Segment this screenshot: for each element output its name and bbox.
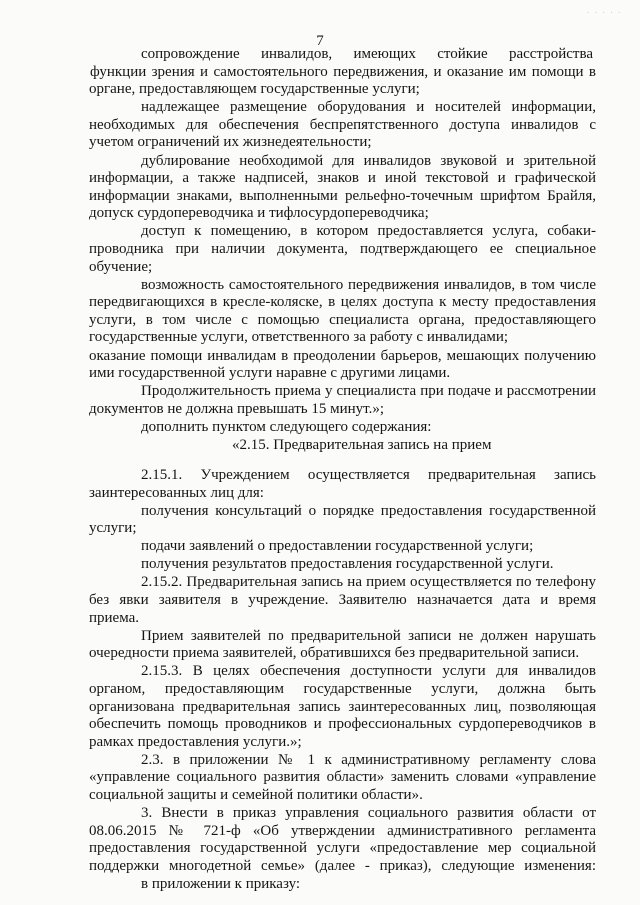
text-line: 2.15.1. Учреждением осуществляется предварительная запись (141, 467, 596, 483)
text-line: доступ к помещению, в котором предоставляется услуга, собаки- (141, 223, 596, 239)
text-line: обеспечить помощь проводников и профессиональных сурдопереводчиков в (89, 716, 596, 732)
text-line: получения результатов предоставления государственной услуги. (141, 556, 554, 572)
text-line: 2.15.3. В целях обеспечения доступности услуги для инвалидов (141, 663, 596, 679)
text-line: оказание помощи инвалидам в преодолении барьеров, мешающих получению (89, 348, 596, 364)
text-line: заинтересованных лиц для: (89, 485, 264, 501)
text-line: документов не должна превышать 15 минут.»; (89, 401, 384, 417)
text-line: приема. (89, 610, 140, 626)
text-line: проводника при наличии документа, подтверждающего ее специальное (89, 241, 596, 257)
text-line: государственные услуги, ответственного за работу с инвалидами; (89, 329, 509, 345)
text-line: услуги; (89, 520, 137, 536)
text-line: учетом ограничений их жизнедеятельности; (89, 134, 372, 150)
text-line: предоставления государственной услуги «предоставление мер социальной (89, 840, 596, 856)
text-line: информации, а также надписей, знаков и иной текстовой и графической (89, 170, 596, 186)
text-line: в приложении к приказу: (141, 876, 301, 892)
text-line: дополнить пунктом следующего содержания: (141, 419, 432, 435)
text-line: информации знаками, выполненными рельефно-точечным шрифтом Брайля, (89, 188, 596, 204)
text-line: необходимых для обеспечения беспрепятственного доступа инвалидов с (89, 117, 596, 133)
page-number: 7 (316, 33, 324, 49)
text-line: 2.15.2. Предварительная запись на прием осуществляется по телефону (141, 574, 596, 590)
text-line: 08.06.2015 № 721-ф «Об утверждении административного регламента (89, 823, 596, 839)
text-line: очередности приема заявителей, обратившихся без предварительной записи. (89, 645, 580, 661)
section-heading: «2.15. Предварительная запись на прием (232, 437, 492, 453)
text-line: 2.3. в приложении № 1 к административному регламенту слова (141, 752, 596, 768)
text-line: без явки заявителя в учреждение. Заявителю назначается дата и время (89, 592, 596, 608)
text-line: Прием заявителей по предварительной записи не должен нарушать (141, 628, 596, 644)
text-line: подачи заявлений о предоставлении государственной услуги; (141, 538, 534, 554)
text-line: функции зрения и самостоятельного передвижения, и оказание им помощи в (90, 64, 596, 80)
text-line: социальной защиты и семейной политики области». (89, 787, 423, 803)
text-line: Продолжительность приема у специалиста при подаче и рассмотрении (141, 383, 596, 399)
text-line: передвигающихся в кресле-коляске, в целях доступа к месту предоставления (89, 294, 596, 310)
text-line: обучение; (89, 259, 153, 275)
text-line: получения консультаций о порядке предоставления государственной (141, 503, 596, 519)
text-line: органе, предоставляющем государственные услуги; (89, 81, 420, 97)
text-line: надлежащее размещение оборудования и носителей информации, (141, 99, 596, 115)
text-line: дублирование необходимой для инвалидов звуковой и зрительной (141, 153, 596, 169)
text-line: рамках предоставления услуги.»; (89, 734, 302, 750)
scan-artifact: · · · · · (586, 8, 622, 19)
text-line: услуги, в том числе с помощью специалиста органа, предоставляющего (89, 312, 596, 328)
text-line: «управление социального развития области» заменить словами «управление (89, 769, 596, 785)
text-line: органом, предоставляющим государственные услуги, должна быть (89, 681, 596, 697)
text-line: поддержки многодетной семье» (далее - приказ), следующие изменения: (89, 858, 596, 874)
text-line: организована предварительная запись заинтересованных лиц, позволяющая (89, 699, 596, 715)
text-line: ими государственной услуги наравне с другими лицами. (89, 365, 451, 381)
text-line: сопровождение инвалидов, имеющих стойкие расстройства (141, 46, 593, 62)
text-line: возможность самостоятельного передвижения инвалидов, в том числе (141, 277, 596, 293)
text-line: допуск сурдопереводчика и тифлосурдопереводчика; (89, 205, 429, 221)
text-line: 3. Внести в приказ управления социального развития области от (141, 805, 596, 821)
